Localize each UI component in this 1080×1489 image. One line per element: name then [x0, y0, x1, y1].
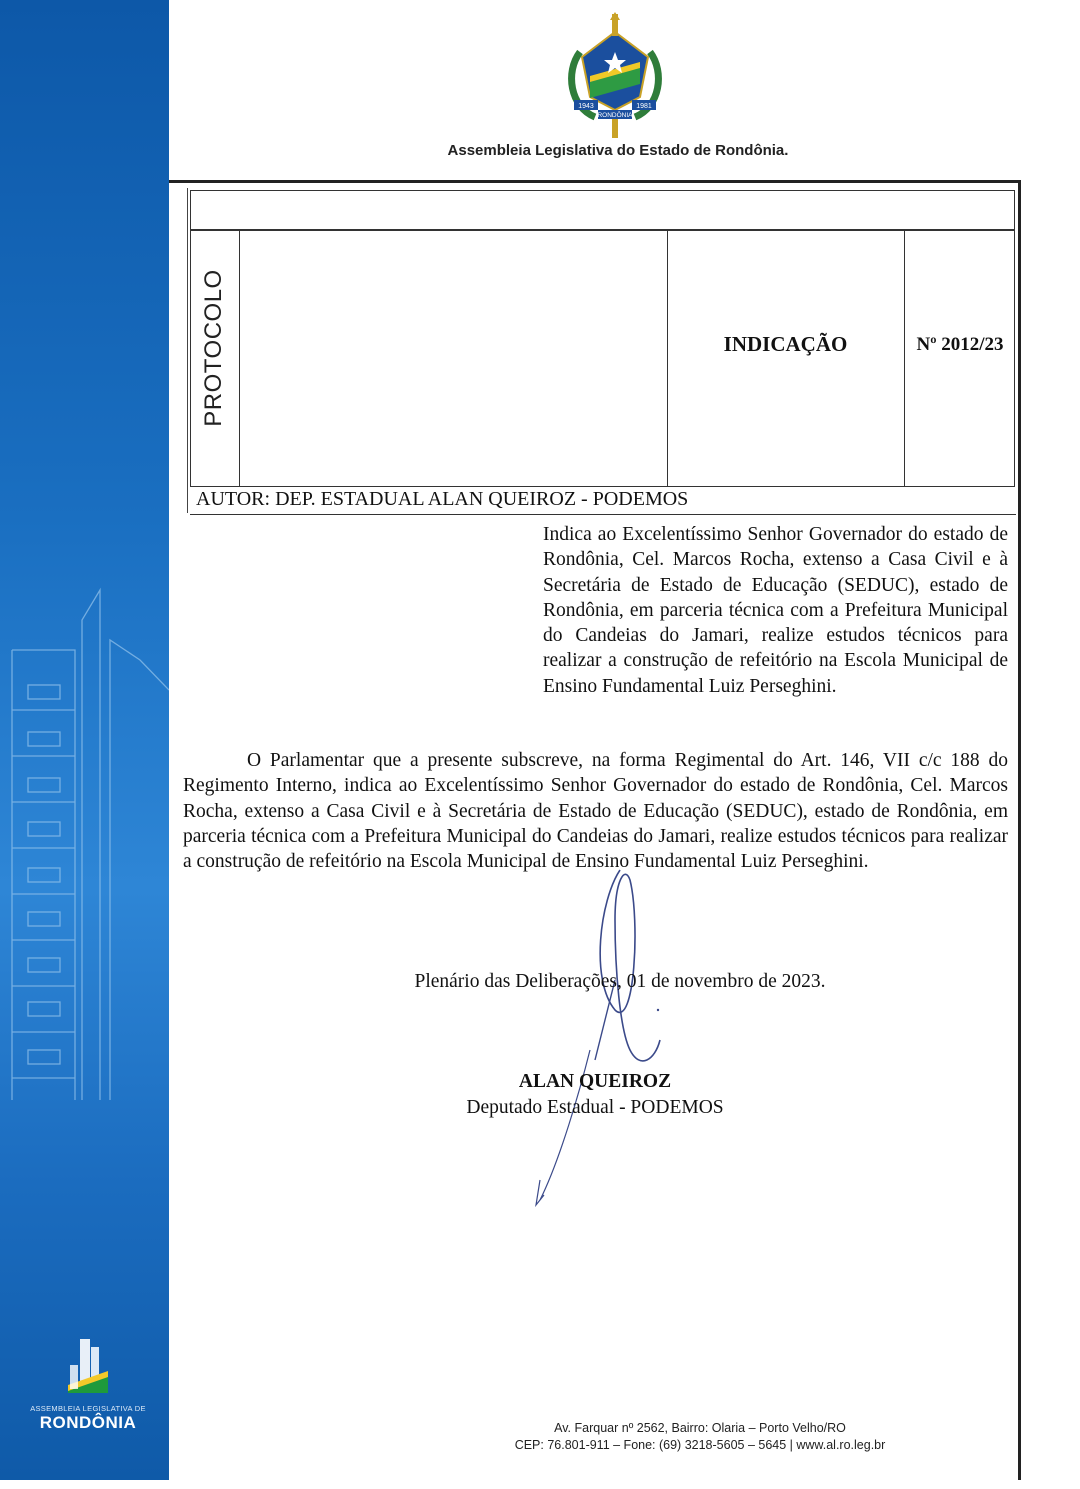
protocol-cell — [188, 258, 240, 438]
logo-small-text: ASSEMBLEIA LEGISLATIVA DE — [30, 1404, 146, 1413]
signatory-name: ALAN QUEIROZ — [518, 1071, 672, 1092]
building-illustration — [0, 560, 169, 1120]
summary-paragraph: Indica ao Excelentíssimo Senhor Governador do estado de Rondônia, Cel. Marcos Rocha, extenso a Casa Civil e à Secretária de Estado de Educação (SEDUC), estado de Rondônia, em parceria técnica com a Prefeitura Municipal do Candeias do Jamari, realize estudos técnicos para realizar a construção de refeitório na Escola Municipal de Ensino Fundamental Luiz Perseghini. — [543, 524, 1008, 697]
footer-address: Av. Farquar nº 2562, Bairro: Olaria – Porto Velho/RO — [554, 1421, 846, 1435]
author-line: AUTOR: DEP. ESTADUAL ALAN QUEIROZ - PODEMOS — [196, 488, 689, 510]
footer-contact-line: CEP: 76.801-911 – Fone: (69) 3218-5605 – 5645 | www.al.ro.leg.br — [514, 1438, 886, 1452]
signatory-role: Deputado Estadual - PODEMOS — [466, 1097, 724, 1118]
footer-contact — [330, 1420, 1070, 1454]
table-divider — [667, 231, 668, 487]
crest-year-left: 1943 — [578, 103, 594, 110]
author-underline — [190, 514, 1016, 515]
protocol-table-top-row — [191, 191, 1014, 231]
place-and-date: Plenário das Deliberações, 01 de novembro de 2023. — [414, 971, 826, 992]
frame-top-border — [169, 180, 1021, 183]
state-coat-of-arms-icon — [560, 12, 670, 142]
protocol-label: PROTOCOLO — [200, 269, 227, 427]
logo-big-text: RONDÔNIA — [39, 1413, 137, 1432]
document-type: INDICAÇÃO — [723, 332, 848, 356]
document-number: Nº 2012/23 — [916, 334, 1004, 355]
assembly-logo — [28, 1335, 148, 1439]
crest-year-right: 1981 — [636, 103, 652, 110]
logo-tiny-line — [28, 1433, 148, 1439]
institution-name: Assembleia Legislativa do Estado de Rondônia. — [447, 142, 789, 159]
side-banner — [0, 0, 169, 1480]
assembly-building-icon — [58, 1335, 118, 1399]
handwritten-signature — [520, 860, 680, 1210]
crest-label: RONDÔNIA — [597, 112, 633, 119]
table-divider — [904, 231, 905, 487]
frame-right-border — [1018, 180, 1021, 1480]
body-paragraph: O Parlamentar que a presente subscreve, na forma Regimental do Art. 146, VII c/c 188 do Regimento Interno, indica ao Excelentíssimo Senhor Governador do estado de Rondônia, Cel. Marcos Rocha, extenso a Casa Civil e à Secretária de Estado de Educação (SEDUC), estado de Rondônia, em parceria técnica com a Prefeitura Municipal do Candeias do Jamari, realize estudos técnicos para realizar a construção de refeitório na Escola Municipal de Ensino Fundamental Luiz Perseghini. — [183, 750, 1008, 873]
